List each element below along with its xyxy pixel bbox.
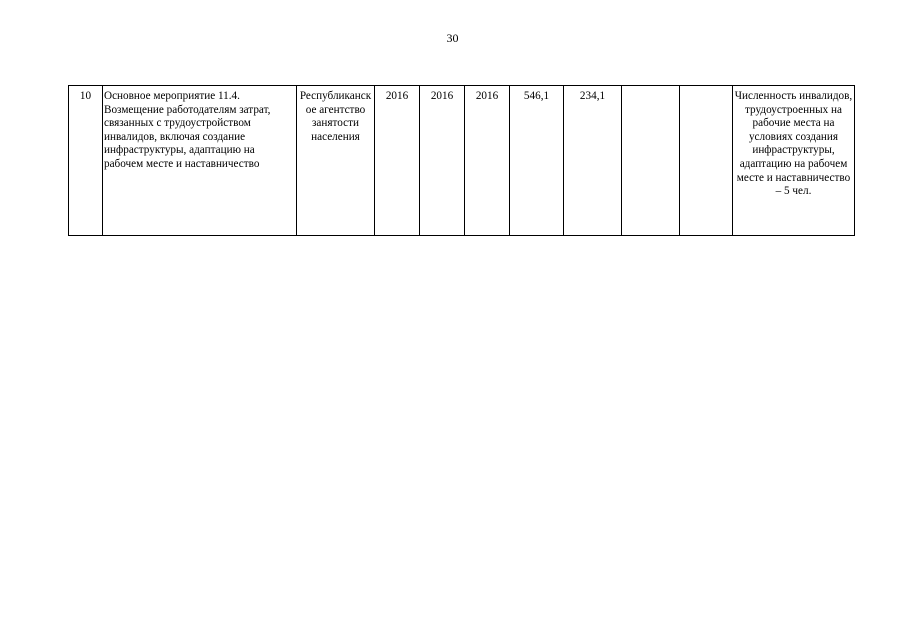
year-cell-1: 2016 (375, 86, 420, 236)
executor-cell: Республиканское агентство занятости населения (297, 86, 375, 236)
table-row (69, 86, 855, 236)
amount-cell-1: 546,1 (510, 86, 564, 236)
row-number-cell: 10 (69, 86, 103, 236)
empty-cell-2 (680, 86, 733, 236)
year-cell-3: 2016 (465, 86, 510, 236)
measure-title-cell: Основное мероприятие 11.4. Возмещение работодателям затрат, связанных с трудоустройством инвалидов, включая создание инфраструктуры, адаптацию на рабочем месте и наставничество (103, 86, 297, 236)
year-cell-2: 2016 (420, 86, 465, 236)
empty-cell-1 (622, 86, 680, 236)
result-indicator-cell: Численность инвалидов, трудоустроенных на рабочие места на условиях создания инфраструктуры, адаптацию на рабочем месте и наставничество – 5 чел. (733, 86, 855, 236)
page-number: 30 (446, 31, 459, 45)
amount-cell-2: 234,1 (564, 86, 622, 236)
measures-table (68, 85, 855, 236)
